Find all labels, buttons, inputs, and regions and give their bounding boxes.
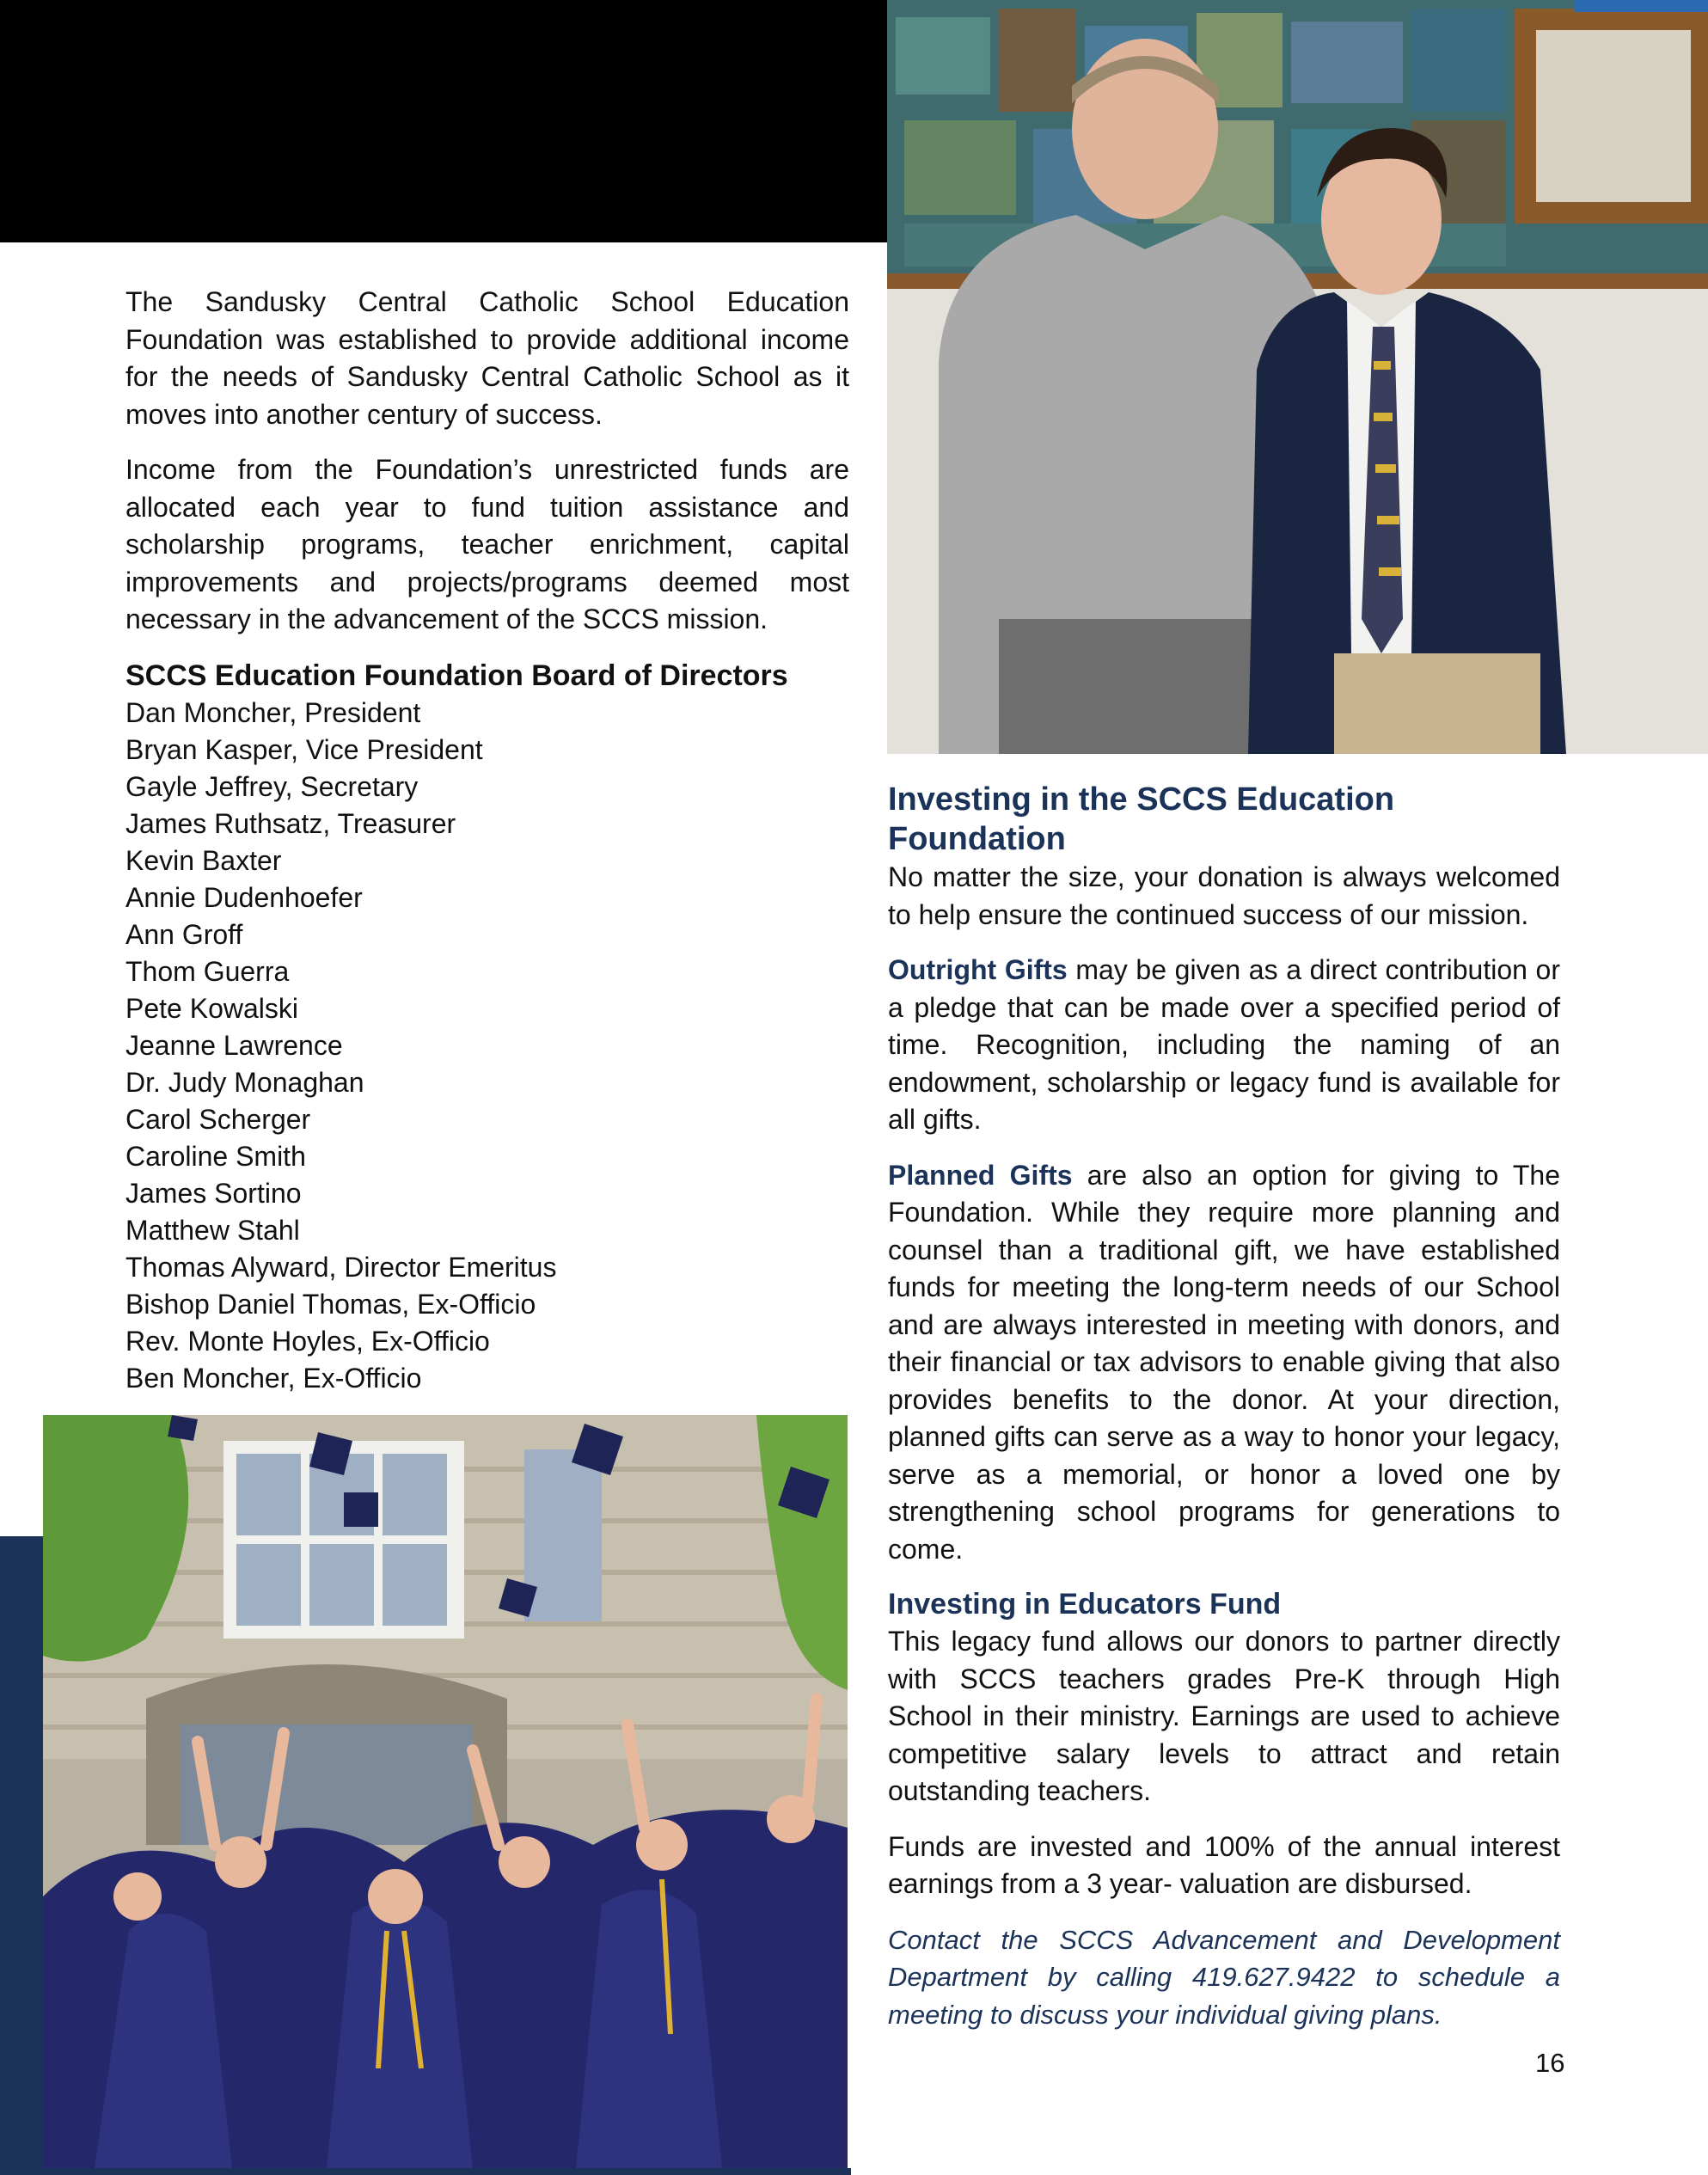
page-number: 16 bbox=[1535, 2048, 1565, 2078]
board-member: Bryan Kasper, Vice President bbox=[125, 733, 483, 765]
outright-gifts-text: may be given as a direct contribution or a pledge that can be made over a specified period of time. Recognition, including the naming of an endowment, scholarship or legacy fund is available for all gifts. bbox=[888, 954, 1561, 1135]
intro-paragraph: The Sandusky Central Catholic School Education Foundation was established to provide additional income for the needs of Sandusky Central Catholic School as it moves into another century of success. bbox=[125, 286, 849, 430]
board-member: Bishop Daniel Thomas, Ex-Officio bbox=[125, 1288, 536, 1320]
board-member: Carol Scherger bbox=[125, 1103, 311, 1135]
graduation-photo-illustration bbox=[43, 1415, 848, 2168]
educators-fund-paragraph: This legacy fund allows our donors to partner directly with SCCS teachers grades Pre-K through High School in their ministry. Earnings are used to achieve competitive salary levels to attract and retain outstanding teachers. bbox=[888, 1626, 1560, 1806]
board-member: Caroline Smith bbox=[125, 1140, 306, 1172]
board-member: James Ruthsatz, Treasurer bbox=[125, 807, 456, 839]
board-member: Thom Guerra bbox=[125, 955, 290, 987]
right-text-column bbox=[888, 780, 1560, 2033]
navy-accent-strip bbox=[0, 1536, 43, 2175]
board-member: Matthew Stahl bbox=[125, 1214, 300, 1246]
investing-heading: Investing in the SCCS Education Foundation bbox=[888, 781, 1395, 857]
board-member: Dan Moncher, President bbox=[125, 696, 421, 728]
navy-bottom-line bbox=[0, 2168, 851, 2175]
board-member: James Sortino bbox=[125, 1177, 302, 1209]
board-member: Pete Kowalski bbox=[125, 992, 298, 1024]
educators-fund-heading: Investing in Educators Fund bbox=[888, 1588, 1282, 1621]
header-black-band bbox=[0, 0, 887, 242]
board-member: Annie Dudenhoefer bbox=[125, 881, 363, 913]
board-member: Kevin Baxter bbox=[125, 844, 282, 876]
funds-paragraph: Funds are invested and 100% of the annual interest earnings from a 3 year- valuation are disbursed. bbox=[888, 1830, 1560, 1899]
board-member: Gayle Jeffrey, Secretary bbox=[125, 770, 419, 802]
portrait-photo bbox=[887, 0, 1708, 754]
board-list bbox=[125, 695, 849, 1397]
income-paragraph: Income from the Foundation’s unrestricted funds are allocated each year to fund tuition assistance and scholarship programs, teacher enrichment, capital improvements and projects/programs deemed most necessary in the advancement of the SCCS mission. bbox=[125, 454, 849, 634]
planned-gifts-lead: Planned Gifts bbox=[888, 1159, 1073, 1191]
graduation-photo bbox=[43, 1415, 848, 2168]
outright-gifts-paragraph bbox=[888, 952, 1560, 1139]
planned-gifts-paragraph bbox=[888, 1157, 1560, 1569]
left-text-column bbox=[125, 284, 849, 1397]
board-title: SCCS Education Foundation Board of Directors bbox=[125, 659, 788, 692]
portrait-photo-illustration bbox=[887, 0, 1708, 754]
board-member: Dr. Judy Monaghan bbox=[125, 1066, 364, 1098]
contact-paragraph: Contact the SCCS Advancement and Development Department by calling 419.627.9422 to schedule a meeting to discuss your individual giving plans. bbox=[888, 1924, 1560, 2030]
donation-paragraph: No matter the size, your donation is always welcomed to help ensure the continued success of our mission. bbox=[888, 861, 1560, 930]
board-member: Jeanne Lawrence bbox=[125, 1029, 343, 1061]
board-member: Ben Moncher, Ex-Officio bbox=[125, 1362, 422, 1394]
board-member: Rev. Monte Hoyles, Ex-Officio bbox=[125, 1325, 490, 1357]
planned-gifts-text: are also an option for giving to The Foundation. While they require more planning and counsel than a traditional gift, we have established funds for meeting the long-term needs of our School and are always interested in meeting with donors, and their financial or tax advisors to enable giving that also provides benefits to the donor. At your direction, planned gifts can serve as a way to honor your legacy, serve as a memorial, or honor a loved one by strengthening school programs for generations to come. bbox=[888, 1159, 1561, 1565]
outright-gifts-lead: Outright Gifts bbox=[888, 954, 1068, 985]
board-member: Ann Groff bbox=[125, 918, 243, 950]
board-member: Thomas Alyward, Director Emeritus bbox=[125, 1251, 557, 1283]
